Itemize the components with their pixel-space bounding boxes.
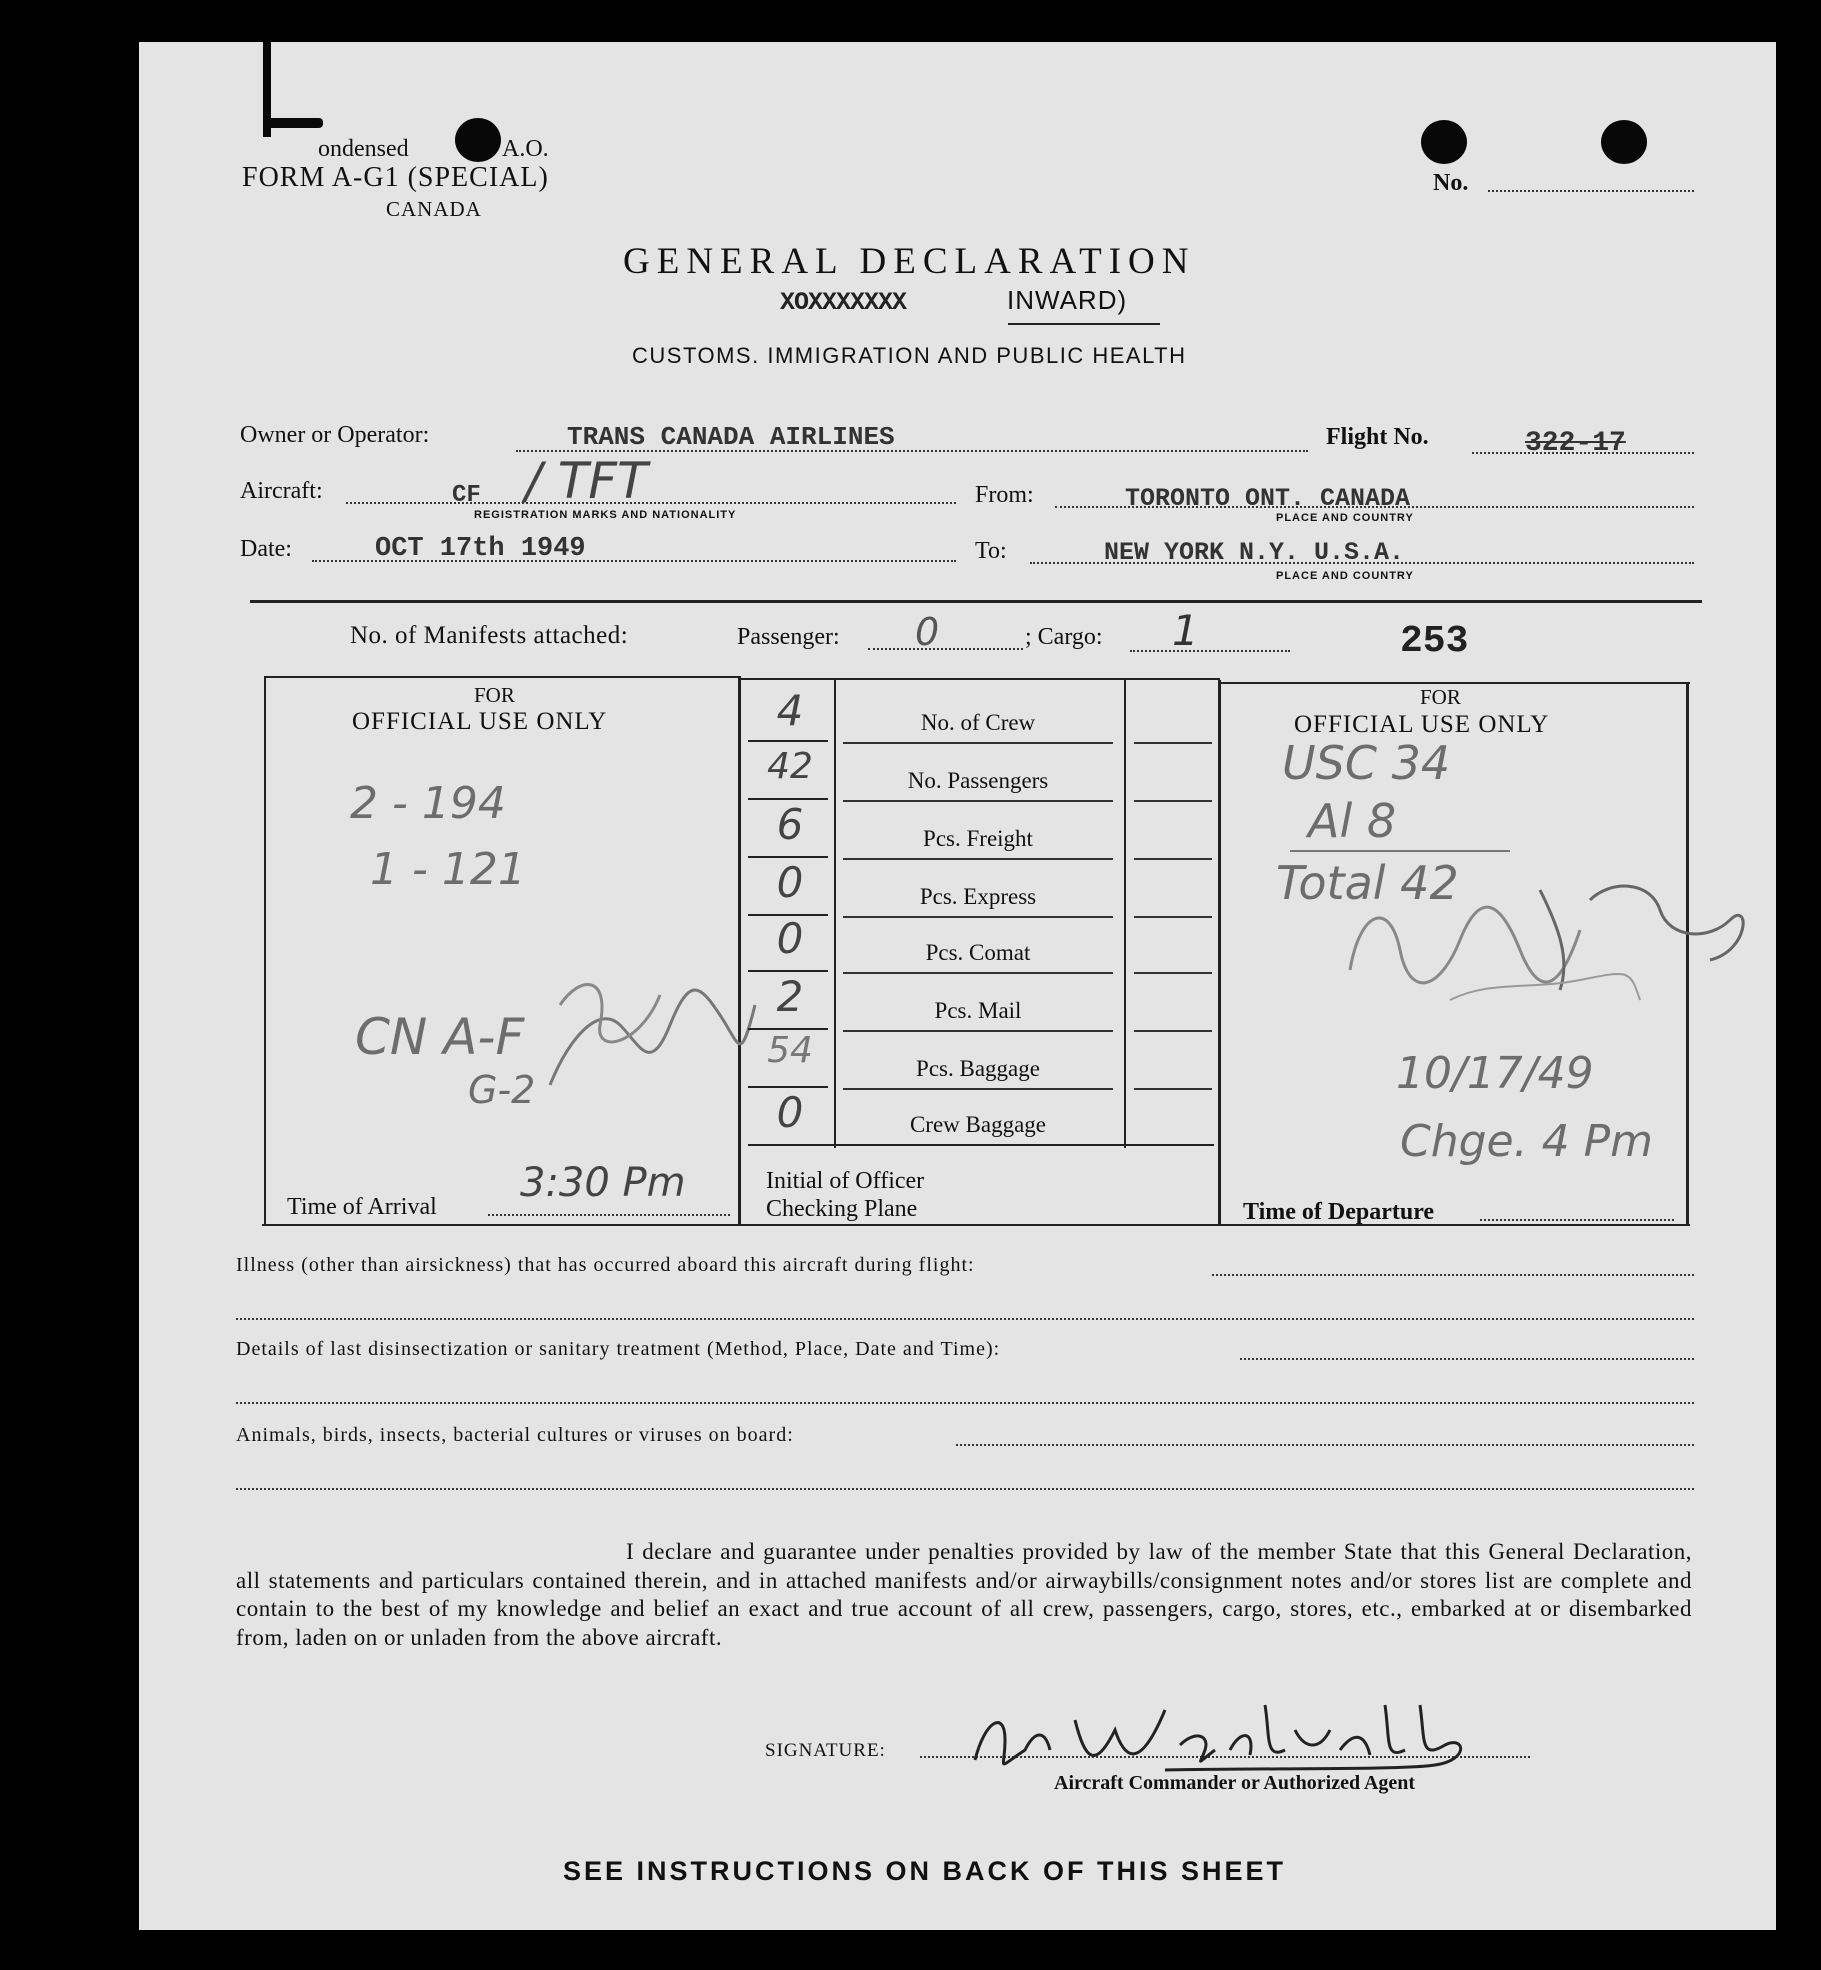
- binding-mark: [263, 118, 323, 128]
- from-label: From:: [975, 482, 1034, 508]
- freight-count: 6: [776, 800, 804, 849]
- header-divider: [250, 600, 1702, 603]
- punch-hole: [455, 118, 501, 162]
- page-title: GENERAL DECLARATION: [623, 241, 1196, 282]
- row-line: [843, 972, 1113, 974]
- from-value: TORONTO ONT. CANADA: [1125, 484, 1411, 513]
- left-initials-scribble: [540, 965, 760, 1095]
- no-label: No.: [1433, 170, 1469, 196]
- inward-label: INWARD): [1007, 285, 1128, 315]
- express-count: 0: [776, 858, 804, 907]
- passenger-field: [868, 648, 1023, 650]
- form-country: CANADA: [386, 197, 482, 221]
- time-arrival-field: [488, 1214, 730, 1216]
- row-label-express: Pcs. Express: [919, 884, 1037, 909]
- checking-plane-label: Checking Plane: [766, 1196, 918, 1222]
- left-note-2: 1 - 121: [370, 844, 526, 895]
- time-departure-label: Time of Departure: [1243, 1199, 1435, 1225]
- crew-baggage-count: 0: [776, 1088, 804, 1137]
- right-note-1: USC 34: [1282, 736, 1451, 790]
- punch-hole: [1601, 120, 1647, 164]
- to-field: [1030, 562, 1694, 564]
- illness-field: [1212, 1274, 1694, 1276]
- table-bottom: [262, 1224, 1690, 1226]
- signature-caption: Aircraft Commander or Authorized Agent: [1054, 1772, 1416, 1794]
- passenger-count: 42: [767, 746, 813, 787]
- right-official-use: OFFICIAL USE ONLY: [1294, 711, 1550, 738]
- aircraft-value: CF: [452, 482, 481, 509]
- baggage-count: 54: [767, 1030, 813, 1071]
- row-label-mail: Pcs. Mail: [934, 998, 1022, 1023]
- row-line: [843, 916, 1113, 918]
- row-box: [1134, 916, 1212, 918]
- table-divider-3: [1124, 678, 1126, 1148]
- table-top-left: [264, 676, 740, 678]
- from-caption: PLACE AND COUNTRY: [1276, 512, 1414, 524]
- table-divider-2: [834, 678, 836, 1148]
- punch-hole: [1421, 120, 1467, 164]
- right-note-underline: [1290, 850, 1510, 852]
- aircraft-field: [346, 502, 956, 504]
- mail-count: 2: [776, 972, 804, 1021]
- to-caption: PLACE AND COUNTRY: [1276, 570, 1414, 582]
- form-line1b: A.O.: [502, 136, 549, 162]
- crew-count: 4: [776, 686, 804, 735]
- row-label-baggage: Pcs. Baggage: [916, 1056, 1040, 1081]
- row-line: [843, 742, 1113, 744]
- left-for: FOR: [474, 683, 515, 707]
- initial-officer-label: Initial of Officer: [766, 1168, 925, 1194]
- date-value: OCT 17th 1949: [375, 534, 586, 564]
- disinsection-field: [1240, 1358, 1694, 1360]
- manifests-label: No. of Manifests attached:: [350, 622, 629, 649]
- row-box: [1134, 972, 1212, 974]
- animals-label: Animals, birds, insects, bacterial cultures or viruses on board:: [236, 1424, 794, 1446]
- signature-label: SIGNATURE:: [765, 1740, 886, 1761]
- subtitle: CUSTOMS. IMMIGRATION AND PUBLIC HEALTH: [632, 343, 1187, 368]
- form-number: FORM A-G1 (SPECIAL): [242, 162, 549, 193]
- to-value: NEW YORK N.Y. U.S.A.: [1104, 538, 1405, 567]
- left-official-use: OFFICIAL USE ONLY: [352, 708, 608, 735]
- row-label-freight: Pcs. Freight: [923, 826, 1033, 851]
- registration-caption: REGISTRATION MARKS AND NATIONALITY: [474, 509, 737, 521]
- table-left-border: [264, 676, 266, 1224]
- flight-value: 322-17: [1525, 428, 1626, 459]
- passenger-label: Passenger:: [737, 624, 840, 650]
- animals-field-2: [236, 1488, 1694, 1490]
- declaration-text: I declare and guarantee under penalties provided by law of the member State that this General Declaration, all statements and particulars contained therein, and in attached manifests and/or airwaybills/consignment notes and/or stores list are complete and contain to the best of my knowledge and belief an exact and true account of all crew, passengers, cargo, stores, etc., embarked at or disembarked from, laden on or unladen from the above aircraft.: [236, 1539, 1692, 1650]
- right-note-4: 10/17/49: [1396, 1048, 1594, 1099]
- left-note-1: 2 - 194: [350, 778, 506, 829]
- footer-instructions: SEE INSTRUCTIONS ON BACK OF THIS SHEET: [563, 1856, 1287, 1886]
- disinsection-label: Details of last disinsectization or sanitary treatment (Method, Place, Date and Time):: [236, 1338, 1001, 1360]
- stamp-number: 253: [1400, 620, 1469, 663]
- to-label: To:: [975, 538, 1007, 564]
- animals-field: [956, 1444, 1694, 1446]
- row-box: [1134, 858, 1212, 860]
- illness-field-2: [236, 1318, 1694, 1320]
- right-for: FOR: [1420, 685, 1461, 709]
- row-label-passengers: No. Passengers: [907, 768, 1049, 793]
- aircraft-label: Aircraft:: [240, 478, 323, 504]
- row-box: [1134, 1088, 1212, 1090]
- row-box: [1134, 800, 1212, 802]
- cargo-value: 1: [1172, 606, 1199, 655]
- from-field: [1055, 506, 1694, 508]
- table-top-mid: [740, 678, 1220, 680]
- crew-baggage-line: [748, 1144, 1214, 1146]
- row-label-crew: No. of Crew: [920, 710, 1036, 735]
- owner-label: Owner or Operator:: [240, 422, 430, 448]
- row-line: [843, 858, 1113, 860]
- row-label-comat: Pcs. Comat: [925, 940, 1031, 965]
- cargo-label: ; Cargo:: [1025, 624, 1103, 650]
- date-label: Date:: [240, 536, 292, 562]
- time-departure-field: [1480, 1219, 1674, 1221]
- left-note-3: CN A-F: [355, 1008, 525, 1066]
- no-field: [1488, 190, 1694, 192]
- comat-count: 0: [776, 914, 804, 963]
- table-top-right: [1220, 682, 1690, 684]
- left-note-4: G-2: [468, 1068, 536, 1112]
- right-note-5: Chge. 4 Pm: [1400, 1116, 1653, 1167]
- disinsection-field-2: [236, 1402, 1694, 1404]
- owner-value: TRANS CANADA AIRLINES: [567, 422, 895, 452]
- time-arrival-value: 3:30 Pm: [520, 1160, 686, 1206]
- row-line: [843, 1030, 1113, 1032]
- row-num-line: [748, 740, 828, 742]
- right-initials-scribble: [1330, 870, 1750, 1030]
- table-divider-4: [1218, 680, 1221, 1224]
- row-line: [843, 1088, 1113, 1090]
- right-note-3: Total 42: [1276, 856, 1459, 910]
- table-divider-1: [738, 676, 741, 1224]
- aircraft-handwritten: / TFT: [525, 452, 648, 510]
- row-label-crew-baggage: Crew Baggage: [909, 1112, 1047, 1137]
- flight-label: Flight No.: [1326, 424, 1429, 450]
- inward-underline: [1008, 323, 1160, 325]
- flight-field: [1472, 452, 1694, 454]
- passenger-value: 0: [915, 610, 940, 654]
- right-note-2: Al 8: [1308, 794, 1397, 848]
- row-box: [1134, 1030, 1212, 1032]
- time-arrival-label: Time of Arrival: [287, 1194, 437, 1220]
- signature-handwriting: [965, 1690, 1485, 1775]
- date-field: [312, 560, 956, 562]
- row-box: [1134, 742, 1212, 744]
- illness-label: Illness (other than airsickness) that has occurred aboard this aircraft during flight:: [236, 1254, 975, 1276]
- row-line: [843, 800, 1113, 802]
- form-line1: ondensed: [318, 136, 409, 162]
- struck-outward: XOXXXXXXX: [780, 288, 907, 317]
- cargo-field: [1130, 650, 1290, 652]
